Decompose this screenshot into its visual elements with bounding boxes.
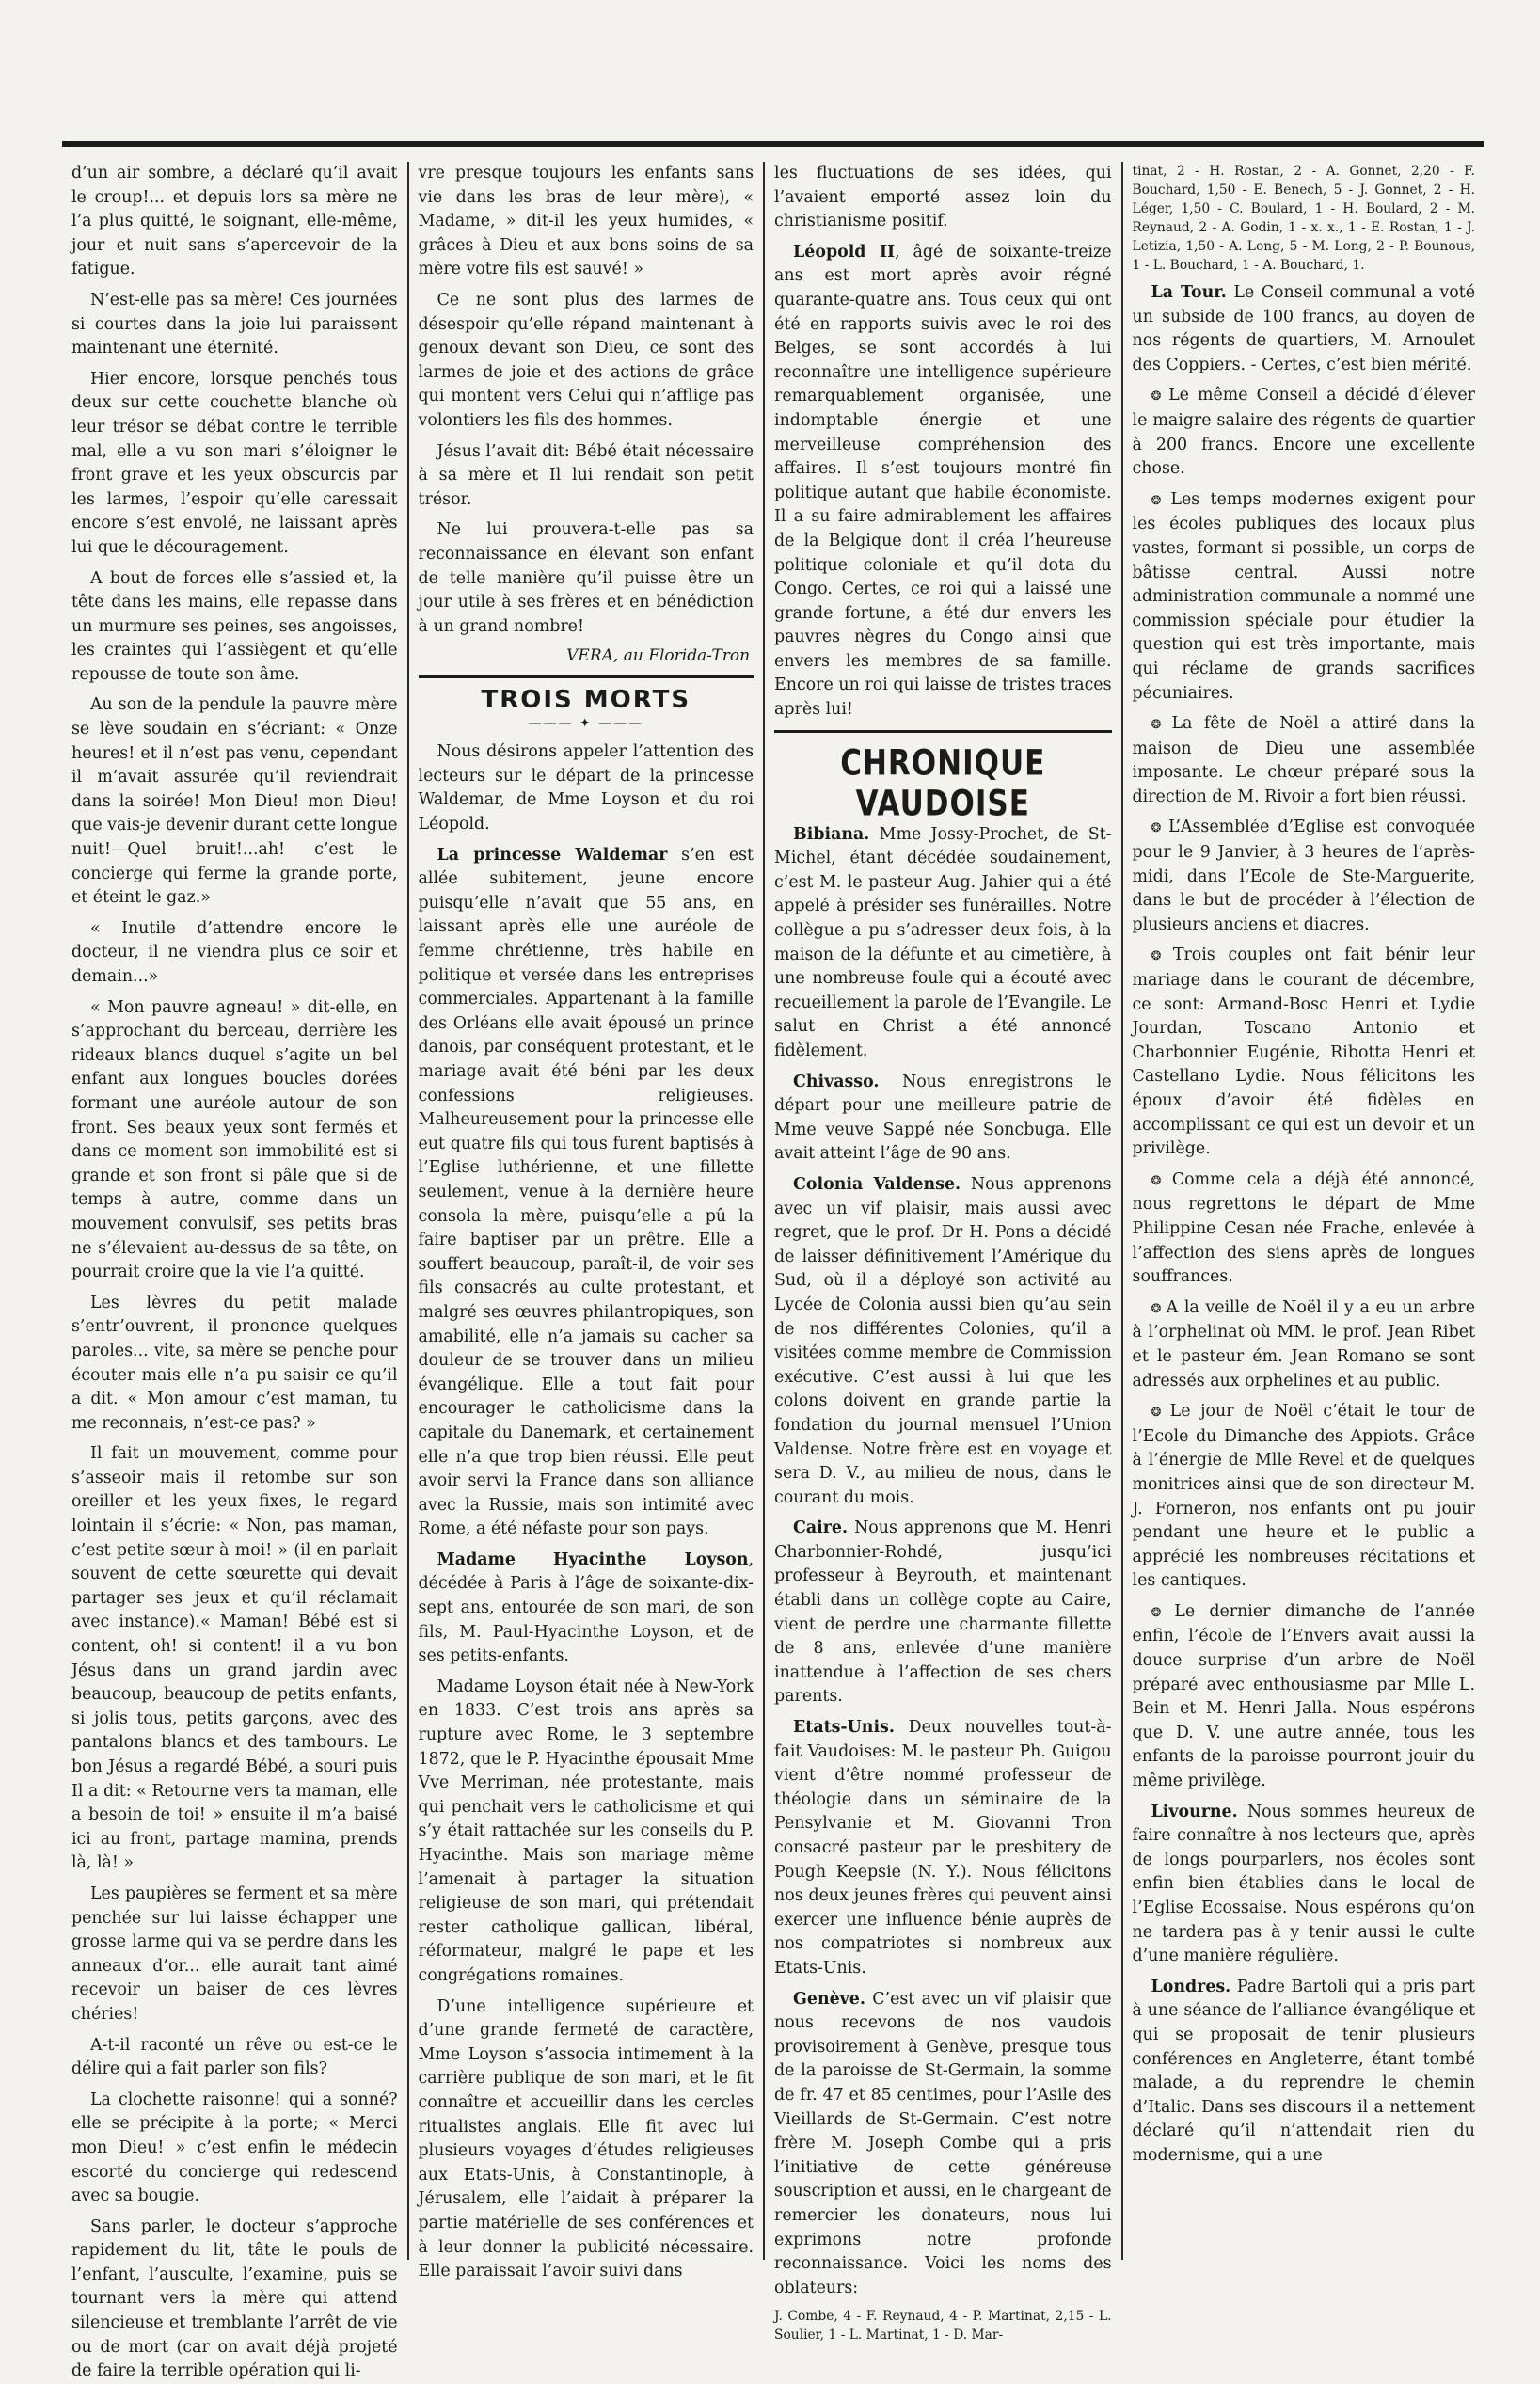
section-rule bbox=[774, 730, 1111, 733]
news-item-la-tour bbox=[1133, 281, 1475, 377]
news-text: Nous apprenons que M. Henri Charbonnier-Rohdé, jusqu’ici professeur à Beyrouth, et maintenant établi dans un collège copte au Caire, vient de perdre une charmante fillette de 8 ans, enlevée d’une manière inattendue à l’affection de ses chers parents. bbox=[774, 1518, 1112, 1707]
text-waldemar: s’en est allée subitement, jeune encore puisqu’elle n’avait que 55 ans, en laissant après elle une auréole de femme chrétienne, très habile en politique et versée dans les entreprises commerciales. Appartenant à la famille des Orléans elle avait épousé un prince danois, par conséquent protestant, et le mariage avait été béni par les deux confessions religieuses. Malheureusement pour la princesse elle eut quatre fils qui tous furent baptisés à l’Eglise luthérienne, et une fillette seulement, venue à la dernière heure consola la mère, puisqu’elle a pû la faire baptiser par un prêtre. Elle a souffert beaucoup, paraît-il, de voir ses fils consacrés au culte protestant, et malgré ses œuvres philantropiques, son amabilité, elle n’a jamais su cacher sa douleur de se trouver dans un milieu évangélique. Elle a tout fait pour encourager le catholicisme dans la capitale du Danemark, et certainement elle n’a que trop bien réussi. Elle peut avoir servi la France dans son alliance avec la Russie, mais son intimité avec Rome, a été néfaste pour son pays. bbox=[418, 845, 754, 1539]
lead-londres: Londres. bbox=[1151, 1977, 1231, 1996]
paragraph: « Mon pauvre agneau! » dit-elle, en s’approchant du berceau, derrière les rideaux blancs duquel s’agite un bel enfant aux longues boucles dorées formant une auréole autour de son front. Ses beaux yeux sont fermés et dans ce moment son immobilité est si grande et son front si pâle que si de temps à autre, comme dans un mouvement convulsif, ses petits bras ne s’élevaient au-dessus de sa tête, on pourrait croire que la vie l’a quitté. bbox=[71, 997, 398, 1282]
bullet-text: Trois couples ont fait bénir leur mariage dans le courant de décembre, ce sont: Armand-Bosc Henri et Lydie Jourdan, Toscano Antonio et Charbonnier Eugénie, Ribotta Henri et Castellano Lydie. Nous félicitons les époux d’avoir été fidèles en accomplissant ce qui est un devoir et un privilège. bbox=[1132, 946, 1475, 1159]
text-leopold: , âgé de soixante-treize ans est mort après avoir régné quarante-quatre ans. Tous ceux qui ont été en rapports suivis avec le roi des Belges, se sont accordés à lui reconnaître une intelligence supérieure remarquablement organisée, une indomptable énergie et une merveilleuse compréhension des affaires. Il s’est toujours montré fin politique autant que habile économiste. Il a su faire admirablement les affaires de la Belgique dont il créa l’heureuse politique coloniale et qu’il dota du Congo. Certes, ce roi qui a laissé une grande fortune, a été dur envers les pauvres nègres du Congo ainsi que envers les membres de sa famille. Encore un roi qui laisse de tristes traces après lui! bbox=[774, 242, 1112, 720]
paragraph: Les paupières se ferment et sa mère penchée sur lui laisse échapper une grosse larme qui va se perdre dans les anneaux d’or... elle aurait tant aimé recevoir un baiser de ces lèvres chéries! bbox=[71, 1883, 398, 2024]
bullet-item bbox=[1133, 384, 1475, 481]
paragraph: Hier encore, lorsque penchés tous deux sur cette couchette blanche où leur trésor se débat contre le terrible mal, elle a vu son mari s’éloigner le front grave et les yeux obscurcis par les larmes, l’espoir qu’elle caressait encore s’est envolé, ne laissant après lui que le découragement. bbox=[71, 369, 398, 557]
lead-loyson: Madame Hyacinthe Loyson bbox=[437, 1550, 749, 1569]
section-title-trois-morts: TROIS MORTS bbox=[481, 686, 691, 715]
bullet-text: Le dernier dimanche de l’année enfin, l’école de l’Envers avait aussi la douce surprise d’un arbre de Noël préparé avec enthousiasme par Mlle L. Bein et M. Henri Jalla. Nous espérons que D. V. une autre année, tous les enfants de la paroisse pourront jouir du même privilège. bbox=[1132, 1601, 1475, 1791]
news-lead: Genève. bbox=[793, 1989, 865, 2009]
bullet-item bbox=[1133, 944, 1475, 1161]
paragraph: N’est-elle pas sa mère! Ces journées si courtes dans la joie lui paraissent maintenant une éternité. bbox=[71, 290, 398, 358]
bullet-text: Le même Conseil a décidé d’élever le maigre salaire des régents de quartier à 200 francs. Encore une excellente chose. bbox=[1132, 386, 1475, 479]
text-livourne: Nous sommes heureux de faire connaître à nos lecteurs que, après de longs pourparlers, nos écoles sont enfin bien établies dans le local de l’Eglise Ecossaise. Nous espérons qu’on ne tardera pas à y tenir aussi le culte d’une manière régulière. bbox=[1132, 1802, 1475, 1966]
bullet-text: Comme cela a déjà été annoncé, nous regrettons le départ de Mme Philippine Cesan née Frache, enlevée à l’affection des siens après de longues souffrances. bbox=[1132, 1169, 1475, 1287]
news-item bbox=[774, 1988, 1111, 2301]
column-3 bbox=[765, 162, 1120, 2344]
paragraph: Ne lui prouvera-t-elle pas sa reconnaissance en élevant son enfant de telle manière qu’il puisse être un jour utile à ses frères et en bénédiction à un grand nombre! bbox=[418, 520, 754, 636]
news-item-londres bbox=[1133, 1976, 1475, 2169]
paragraph: les fluctuations de ses idées, qui l’avaient emporté assez loin du christianisme positif. bbox=[774, 164, 1112, 231]
bullet-text: L’Assemblée d’Eglise est convoquée pour le 9 Janvier, à 3 heures de l’après-midi, dans l’Ecole de Ste-Marguerite, dans le but de procéder à l’élection de plusieurs anciens et diacres. bbox=[1132, 818, 1475, 934]
donor-list-continued: tinat, 2 - H. Rostan, 2 - A. Gonnet, 2,20 - F. Bouchard, 1,50 - E. Benech, 5 - J. Gonnet, 2 - H. Léger, 1,50 - C. Boulard, 1 - H. Boulard, 2 - M. Reynaud, 2 - A. Godin, 1 - x. x., 1 - E. Rostan, 1 - J. Letizia, 1,50 - A. Long, 5 - M. Long, 2 - P. Bounous, 1 - L. Bouchard, 1 - A. Bouchard, 1. bbox=[1132, 164, 1475, 273]
news-lead: Etats-Unis. bbox=[793, 1718, 895, 1738]
bullet-text: Le jour de Noël c’était le tour de l’Ecole du Dimanche des Appiots. Grâce à l’énergie de Mlle Revel et de quelques monitrices ainsi que de son directeur M. J. Forneron, nos enfants ont pu jouir pendant une heure et le public a apprécié les nombreuses récitations et les cantiques. bbox=[1132, 1402, 1476, 1591]
column-4 bbox=[1123, 162, 1484, 2260]
bullet-icon: ❂ bbox=[1151, 1406, 1170, 1421]
paragraph: « Inutile d’attendre encore le docteur, il ne viendra plus ce soir et demain...» bbox=[71, 918, 398, 986]
paragraph: vre presque toujours les enfants sans vie dans les bras de leur mère), « Madame, » dit-il les yeux humides, « grâces à Dieu et aux bons soins de sa mère votre fils est sauvé! » bbox=[418, 164, 754, 279]
section-rule bbox=[419, 675, 754, 678]
text-la-tour: Le Conseil communal a voté un subside de 100 francs, au doyen de nos régents de quartiers, M. Arnoulet des Coppiers. - Certes, c’est bien mérité. bbox=[1132, 283, 1476, 374]
bullet-icon: ❂ bbox=[1151, 1605, 1175, 1620]
news-text: Deux nouvelles tout-à-fait Vaudoises: M. le pasteur Ph. Guigou vient d’être nommé professeur de théologie dans un séminaire de la Pensylvanie et M. Giovanni Tron consacré pasteur par le presbitery de Pough Keepsie (N. Y.). Nous félicitons nos deux jeunes frères qui peuvent ainsi exercer une influence bénie auprès de nos compatriotes si nombreux aux Etats-Unis. bbox=[774, 1718, 1112, 1978]
bullet-icon: ❂ bbox=[1151, 389, 1169, 405]
bullet-item bbox=[1133, 712, 1475, 809]
news-lead: Chivasso. bbox=[793, 1072, 880, 1091]
news-text: Nous apprenons avec un vif plaisir, mais aussi avec regret, que le prof. Dr H. Pons a décidé de laisser définitivement l’Amérique du Sud, où il a déployé son activité au Lycée de Colonia aussi bien qu’au sein de nos différentes Colonies, qu’il a visitées comme membre de Commission exécutive. C’est aussi à lui que les colons doivent en grande partie la fondation du journal mensuel l’Union Valdense. Notre frère est en voyage et sera D. V., au milieu de nous, dans le courant du mois. bbox=[774, 1174, 1112, 1507]
paragraph: D’une intelligence supérieure et d’une grande fermeté de caractère, Mme Loyson s’associa intimement à la carrière publique de son mari, et le fit connaître et accueillir dans les cercles ritualistes anglais. Elle fit avec lui plusieurs voyages d’études religieuses aux Etats-Unis, à Constantinople, à Jérusalem, elle l’aidait à préparer la partie matérielle de ses conférences et à leur donner la publicité nécessaire. Elle paraissait l’avoir suivi dans bbox=[418, 1996, 754, 2281]
bullet-item bbox=[1133, 1168, 1475, 1290]
news-text: C’est avec un vif plaisir que nous recevons de nos vaudois provisoirement à Genève, presque tous de la paroisse de St-Germain, la somme de fr. 47 et 85 centimes, pour l’Asile des Vieillards de St-Germain. C’est notre frère M. Joseph Combe qui a pris l’initiative de cette généreuse souscription et aussi, en le chargeant de remercier les donateurs, nous lui exprimons notre profonde reconnaissance. Voici les noms des oblateurs: bbox=[774, 1989, 1112, 2297]
bullet-item bbox=[1133, 1600, 1475, 1794]
paragraph-waldemar bbox=[419, 844, 754, 1542]
lead-waldemar: La princesse Waldemar bbox=[437, 845, 668, 865]
news-lead: Caire. bbox=[793, 1518, 849, 1538]
top-rule bbox=[62, 141, 1484, 147]
paragraph: Au son de la pendule la pauvre mère se lève soudain en s’écriant: « Onze heures! et il n’est pas venu, cependant il m’avait assurée qu’il reviendrait dans la soirée! Mon Dieu! mon Dieu! que vais-je devenir durant cette longue nuit!—Quel bruit!...ah! c’est le concierge qui ferme la grande porte, et éteint le gaz.» bbox=[71, 695, 398, 908]
paragraph: Madame Loyson était née à New-York en 1833. C’est trois ans après sa rupture avec Rome, le 3 septembre 1872, que le P. Hyacinthe épousait Mme Vve Merriman, née protestante, mais qui penchait vers le catholicisme et qui s’y était rattachée sur les conseils du P. Hyacinthe. Mais son mariage même l’amenait à partager la situation religieuse de son mari, qui prétendait rester catholique gallican, libéral, réformateur, malgré le pape et les congrégations romaines. bbox=[418, 1677, 754, 1985]
lead-livourne: Livourne. bbox=[1151, 1802, 1238, 1821]
news-text: Nous enregistrons le départ pour une meilleure patrie de Mme veuve Sappé née Soncbuga. Elle avait atteint l’âge de 90 ans. bbox=[774, 1072, 1112, 1164]
lead-la-tour: La Tour. bbox=[1151, 283, 1227, 302]
news-item-livourne bbox=[1133, 1801, 1475, 1969]
lead-leopold: Léopold II bbox=[793, 242, 896, 262]
bullet-icon: ❂ bbox=[1151, 1173, 1172, 1188]
paragraph: Il fait un mouvement, comme pour s’asseoir mais il retombe sur son oreiller et les yeux fixes, le regard lointain il s’écrie: « Non, pas maman, c’est petite sœur à moi! » (il en parlait souvent de cette sœurette qui devait partager ses jeux et qu’il réclamait avec instance).« Maman! Bébé est si content, oh! si content! il a vu bon Jésus dans un grand jardin avec beaucoup, beaucoup de petits enfants, si jolis tous, petits garçons, avec des pantalons blancs et des tambours. Le bon Jésus a regardé Bébé, a souri puis Il a dit: « Retourne vers ta maman, elle a besoin de toi! » ensuite il m’a baisé ici au front, partage mamina, prends là, là! » bbox=[71, 1444, 398, 1873]
bullet-text: Les temps modernes exigent pour les écoles publiques des locaux plus vastes, formant si possible, un corps de bâtisse central. Aussi notre administration communale a nommé une commission spéciale pour étudier la question qui est très importante, mais qui réclame de grands sacrifices pécuniaires. bbox=[1132, 489, 1475, 703]
news-item bbox=[774, 1071, 1111, 1167]
news-item bbox=[774, 1517, 1111, 1709]
paragraph: A-t-il raconté un rêve ou est-ce le délire qui a fait parler son fils? bbox=[71, 2035, 398, 2079]
paragraph: A bout de forces elle s’assied et, la tête dans les mains, elle repasse dans un murmure ses peines, ses angoisses, les craintes qui l’assiègent et qu’elle repousse de toute son âme. bbox=[71, 568, 398, 684]
ornament-icon: ——— ✦ ——— bbox=[528, 716, 644, 732]
donor-list: J. Combe, 4 - F. Reynaud, 4 - P. Martinat, 2,15 - L. Soulier, 1 - L. Martinat, 1 - D. Mar- bbox=[774, 2309, 1112, 2344]
news-item bbox=[774, 1716, 1111, 1981]
news-lead: Bibiana. bbox=[793, 824, 870, 844]
paragraph-loyson bbox=[419, 1549, 754, 1669]
bullet-icon: ❂ bbox=[1151, 1301, 1167, 1316]
signature: VERA, au Florida-Tron bbox=[566, 646, 751, 666]
paragraph: La clochette raisonne! qui a sonné? elle se précipite à la porte; « Merci mon Dieu! » c’est enfin le médecin escorté du concierge qui redescend avec sa bougie. bbox=[71, 2090, 398, 2206]
column-1 bbox=[62, 162, 407, 2381]
columns bbox=[62, 162, 1484, 2381]
bullet-icon: ❂ bbox=[1151, 718, 1172, 733]
news-lead: Colonia Valdense. bbox=[793, 1174, 961, 1194]
bullet-item bbox=[1133, 1400, 1475, 1594]
bullet-item bbox=[1133, 488, 1475, 706]
paragraph: Sans parler, le docteur s’approche rapidement du lit, tâte le pouls de l’enfant, l’ausculte, l’examine, puis se tournant vers la mère qui attend silencieuse et tremblante l’arrêt de vie ou de mort (car on avait déjà projeté de faire la terrible opération qui li- bbox=[71, 2217, 398, 2381]
bullet-item bbox=[1133, 816, 1475, 937]
bullet-text: La fête de Noël a attiré dans la maison de Dieu une assemblée imposante. Le chœur préparé sous la direction de M. Rivoir a fort bien réussi. bbox=[1132, 714, 1475, 806]
bullet-icon: ❂ bbox=[1151, 493, 1171, 508]
paragraph: Ce ne sont plus des larmes de désespoir qu’elle répand maintenant à genoux devant son Dieu, ce sont des larmes de joie et des actions de grâce qui montent vers Celui qui n’afflige pas volontiers les fils des hommes. bbox=[418, 290, 754, 430]
bullet-icon: ❂ bbox=[1151, 949, 1173, 964]
news-item bbox=[774, 1173, 1111, 1510]
paragraph: d’un air sombre, a déclaré qu’il avait le croup!... et depuis lors sa mère ne l’a plus quitté, le soignant, elle-même, jour et nuit sans s’apercevoir de la fatigue. bbox=[71, 164, 398, 279]
bullet-item bbox=[1133, 1296, 1475, 1393]
bullet-text: A la veille de Noël il y a eu un arbre à l’orphelinat où MM. le prof. Jean Ribet et le pasteur ém. Jean Romano se sont adressés aux orphelines et au public. bbox=[1132, 1297, 1475, 1391]
paragraph: Nous désirons appeler l’attention des lecteurs sur le départ de la princesse Waldemar, de Mme Loyson et du roi Léopold. bbox=[418, 742, 754, 834]
column-2 bbox=[409, 162, 764, 2281]
news-text: Mme Jossy-Prochet, de St-Michel, étant décédée soudainement, c’est M. le pasteur Aug. Jahier qui a été appelé à présider ses funérailles. Notre collègue a pu s’adresser deux fois, à la maison de la défunte et au cimetière, à une nombreuse foule qui a écouté avec recueillement la parole de l’Evangile. Le salut en Christ a été annoncé fidèlement. bbox=[774, 824, 1112, 1060]
paragraph: Jésus l’avait dit: Bébé était nécessaire à sa mère et Il lui rendait son petit trésor. bbox=[418, 441, 754, 509]
text-londres: Padre Bartoli qui a pris part à une séance de l’alliance évangélique et qui se proposait de tenir plusieurs conférences en Angleterre, étant tombé malade, a du reprendre le chemin d’Italic. Dans ses discours il a nettement déclaré qu’il n’attendait rien du modernisme, qui a une bbox=[1132, 1977, 1475, 2165]
section-title-chronique: CHRONIQUE VAUDOISE bbox=[840, 742, 1046, 824]
paragraph-leopold bbox=[774, 241, 1111, 723]
paragraph: Les lèvres du petit malade s’entr’ouvrent, il prononce quelques paroles... vite, sa mère se penche pour écouter mais elle n’a pu saisir ce qu’il a dit. « Mon amour c’est maman, tu me reconnais, n’est-ce pas? » bbox=[71, 1293, 398, 1433]
text-loyson: , décédée à Paris à l’âge de soixante-dix-sept ans, entourée de son mari, de son fils, M. Paul-Hyacinthe Loyson, et de ses petits-enfants. bbox=[418, 1550, 754, 1666]
bullet-icon: ❂ bbox=[1151, 821, 1169, 836]
news-item bbox=[774, 823, 1111, 1064]
